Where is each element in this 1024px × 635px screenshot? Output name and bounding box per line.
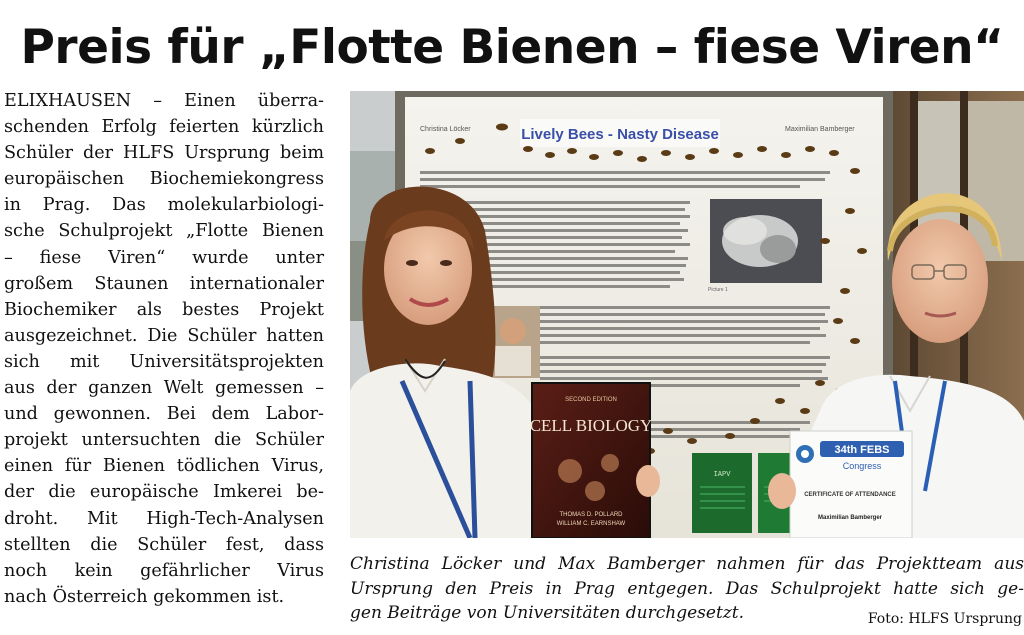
body-line: Schüler der HLFS Ursprung beim xyxy=(4,143,324,164)
book-edition: SECOND EDITION xyxy=(565,397,617,403)
poster-author-left: Christina Löcker xyxy=(420,126,471,133)
certificate-congress-num: 34th FEBS xyxy=(834,444,890,456)
body-line: der die europäische Imkerei be- xyxy=(4,482,324,503)
photo-credit: Foto: HLFS Ursprung xyxy=(867,611,1022,627)
poster-title: Lively Bees - Nasty Disease xyxy=(521,126,719,143)
certificate-name: Maximilian Bamberger xyxy=(817,515,883,521)
body-line: droht. Mit High-Tech-Analysen xyxy=(4,508,324,529)
figure-label: Picture 1 xyxy=(708,287,728,293)
article-body xyxy=(4,88,324,610)
news-photo xyxy=(350,91,1024,538)
body-line: europäischen Biochemiekongress xyxy=(4,169,324,190)
photo-illustration xyxy=(350,91,1024,538)
body-line: großem Staunen internationaler xyxy=(4,273,324,294)
body-line: in Prag. Das molekularbiologi- xyxy=(4,195,324,216)
caption-line: Ursprung den Preis in Prag entgegen. Das Schulprojekt hatte sich ge- xyxy=(350,578,1024,599)
body-line: projekt untersuchten die Schüler xyxy=(4,430,324,451)
body-line: – fiese Viren“ wurde unter xyxy=(4,247,324,268)
caption-line: Christina Löcker und Max Bamberger nahmen für das Projektteam aus xyxy=(350,554,1024,574)
book-author-1: THOMAS D. POLLARD xyxy=(559,512,623,518)
body-line: ELIXHAUSEN – Einen überra- xyxy=(4,91,324,111)
certificate-heading: CERTIFICATE OF ATTENDANCE xyxy=(804,492,896,498)
body-line: sche Schulprojekt „Flotte Bienen xyxy=(4,221,324,242)
book-author-2: WILLIAM C. EARNSHAW xyxy=(556,521,626,527)
body-line: einen für Bienen tödlichen Virus, xyxy=(4,456,324,477)
poster-author-right: Maximilian Bamberger xyxy=(785,126,855,133)
headline: Preis für „Flotte Bienen – fiese Viren“ xyxy=(20,20,1004,75)
body-line: ausgezeichnet. Die Schüler hatten xyxy=(4,325,324,346)
body-line: schenden Erfolg feierten kürzlich xyxy=(4,117,324,138)
body-line: Biochemiker als bestes Projekt xyxy=(4,299,324,320)
caption-line: gen Beiträge von Universitäten durchgesetzt. xyxy=(350,603,744,623)
body-line: sich mit Universitätsprojekten xyxy=(4,351,324,372)
book-title: CELL BIOLOGY xyxy=(529,416,653,435)
body-line: nach Österreich gekommen ist. xyxy=(4,586,285,607)
body-line: noch kein gefährlicher Virus xyxy=(4,560,324,581)
body-line: und gewonnen. Bei dem Labor- xyxy=(4,404,324,425)
iapv-label: IAPV xyxy=(713,471,731,479)
body-line: aus der ganzen Welt gemessen – xyxy=(4,378,324,399)
body-line: stellten die Schüler fest, dass xyxy=(4,534,324,555)
certificate-congress-word: Congress xyxy=(842,461,882,471)
